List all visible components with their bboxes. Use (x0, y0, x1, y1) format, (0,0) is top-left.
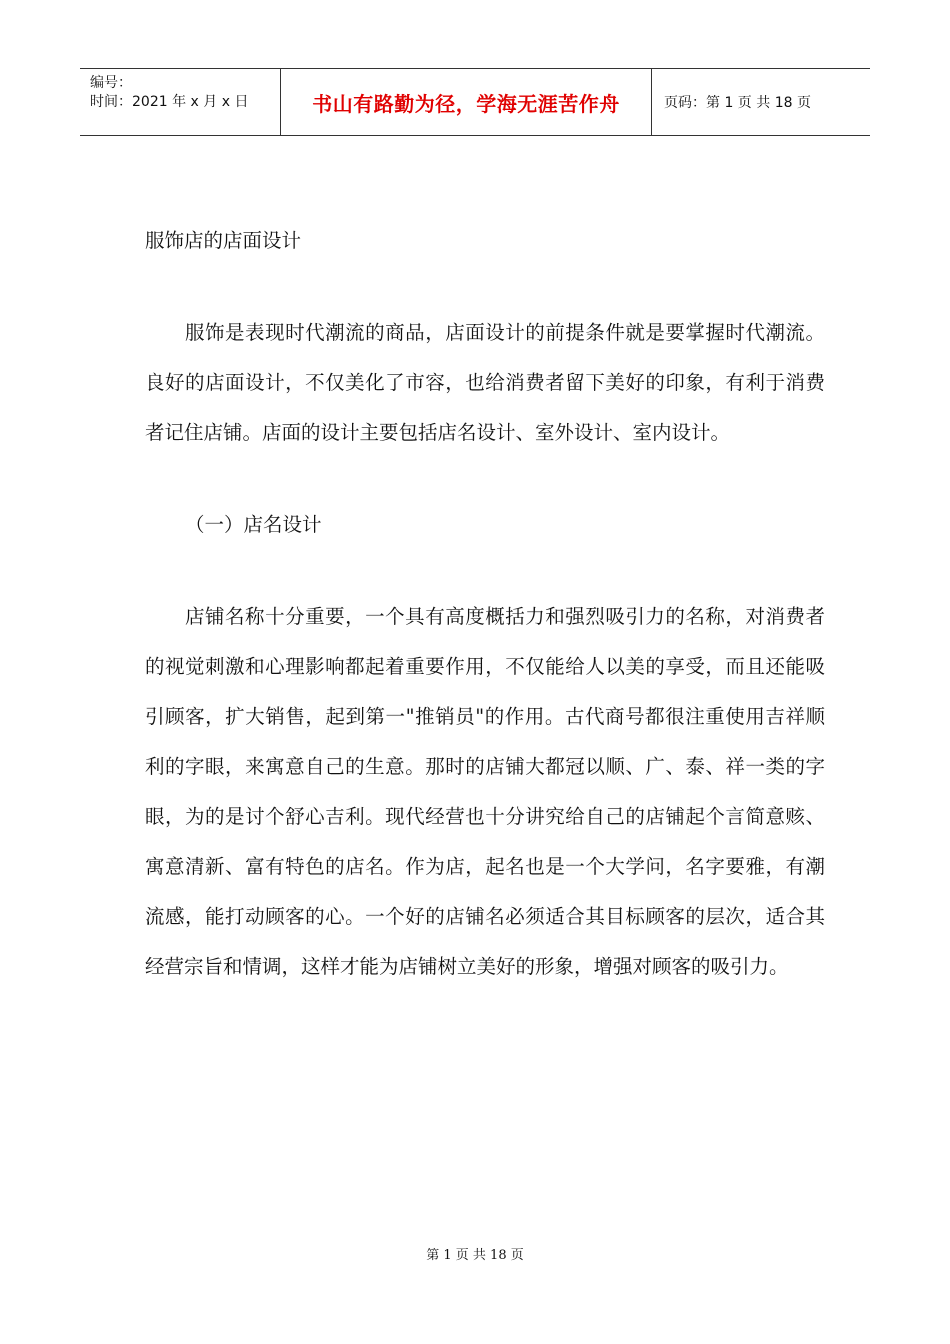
paragraph-spacer (145, 550, 825, 592)
header-table (80, 68, 870, 136)
paragraph-intro: 服饰是表现时代潮流的商品，店面设计的前提条件就是要掌握时代潮流。良好的店面设计，不仅美化了市容，也给消费者留下美好的印象，有利于消费者记住店铺。店面的设计主要包括店名设计、室外设计、室内设计。 (145, 321, 825, 444)
doc-number-label: 编号： (90, 75, 132, 91)
section-heading-store-name: （一）店名设计 (185, 513, 322, 536)
paragraph-spacer (145, 458, 825, 500)
header-motto-cell (281, 69, 652, 135)
document-title: 服饰店的店面设计 (145, 229, 302, 252)
header-page-info: 页码：第 1 页 共 18 页 (664, 95, 811, 111)
doc-date-label: 时间：2021 年 x 月 x 日 (90, 94, 249, 110)
paragraph-store-name: 店铺名称十分重要，一个具有高度概括力和强烈吸引力的名称，对消费者的视觉刺激和心理影响都起着重要作用，不仅能给人以美的享受，而且还能吸引顾客，扩大销售，起到第一"推销员"的作用。古代商号都很注重使用吉祥顺利的字眼，来寓意自己的生意。那时的店铺大都冠以顺、广、泰、祥一类的字眼，为的是讨个舒心吉利。现代经营也十分讲究给自己的店铺起个言简意赅、寓意清新、富有特色的店名。作为店，起名也是一个大学问，名字要雅，有潮流感，能打动顾客的心。一个好的店铺名必须适合其目标顾客的层次，适合其经营宗旨和情调，这样才能为店铺树立美好的形象，增强对顾客的吸引力。 (145, 605, 825, 978)
header-meta-cell (80, 69, 281, 135)
document-body (145, 216, 825, 992)
page-footer: 第 1 页 共 18 页 (426, 1248, 524, 1263)
header-motto: 书山有路勤为径，学海无涯苦作舟 (312, 91, 620, 116)
